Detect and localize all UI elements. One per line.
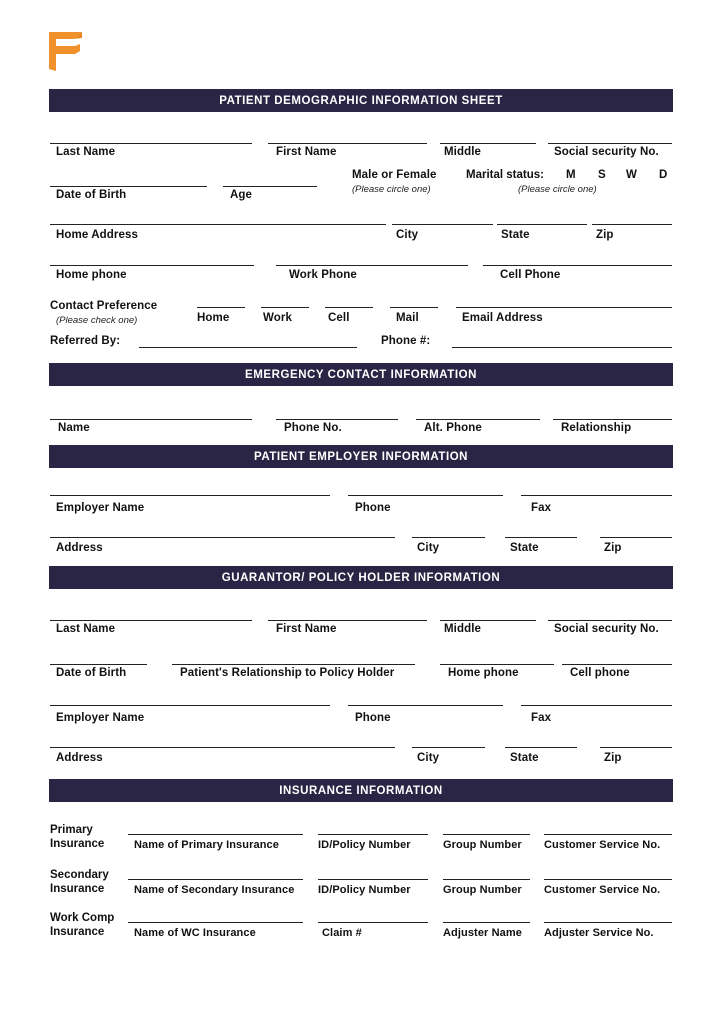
rule-emergency-alt-phone <box>416 419 540 420</box>
label-city: City <box>396 229 419 241</box>
label-employer-phone: Phone <box>355 502 391 514</box>
rule-employer-address <box>50 537 395 538</box>
section-bar-patient-demographic <box>49 89 673 112</box>
rule-primary-insurance-id <box>318 834 428 835</box>
rule-home-address <box>50 224 386 225</box>
label-work-phone: Work Phone <box>289 269 357 281</box>
rule-secondary-insurance-group <box>443 879 530 880</box>
rule-guarantor-employer-name <box>50 705 330 706</box>
rule-emergency-name <box>50 419 252 420</box>
label-guarantor-fax: Fax <box>531 712 552 724</box>
label-guarantor-phone: Phone <box>355 712 391 724</box>
rule-relationship-to-policy-holder <box>172 664 415 665</box>
section-bar-emergency-contact <box>49 363 673 386</box>
label-employer-address: Address <box>56 542 103 554</box>
label-emergency-phone-no: Phone No. <box>284 422 342 434</box>
label-guarantor-date-of-birth: Date of Birth <box>56 667 127 679</box>
label-marital-status: Marital status: <box>466 169 544 181</box>
rule-guarantor-state <box>505 747 577 748</box>
rule-guarantor-cell-phone <box>562 664 672 665</box>
orange-f-logo-icon <box>49 29 86 71</box>
rule-first-name <box>268 143 427 144</box>
rule-primary-insurance-service <box>544 834 672 835</box>
label-work-comp-insurance-name: Name of WC Insurance <box>134 927 256 939</box>
rule-employer-fax <box>521 495 672 496</box>
label-primary-insurance-id: ID/Policy Number <box>318 839 411 851</box>
rule-state <box>497 224 587 225</box>
rule-work-comp-adjuster-name <box>443 922 530 923</box>
marital-option-d[interactable]: D <box>659 169 668 181</box>
section-title-guarantor: GUARANTOR/ POLICY HOLDER INFORMATION <box>221 571 501 584</box>
section-title-patient-employer: PATIENT EMPLOYER INFORMATION <box>253 450 469 463</box>
rule-home-phone <box>50 265 254 266</box>
insurance-row-label-secondary <box>50 869 109 896</box>
rule-contact-work <box>261 307 309 308</box>
rule-guarantor-zip <box>600 747 672 748</box>
rule-secondary-insurance-service <box>544 879 672 880</box>
rule-guarantor-address <box>50 747 395 748</box>
rule-guarantor-social-security <box>548 620 672 621</box>
insurance-label-secondary-line2: Insurance <box>50 882 105 895</box>
section-bar-insurance <box>49 779 673 802</box>
rule-social-security <box>548 143 672 144</box>
label-first-name: First Name <box>276 146 337 158</box>
contact-option-work[interactable]: Work <box>263 312 292 324</box>
label-secondary-insurance-service: Customer Service No. <box>544 884 661 896</box>
label-employer-fax: Fax <box>531 502 552 514</box>
label-home-address: Home Address <box>56 229 138 241</box>
label-cell-phone: Cell Phone <box>500 269 561 281</box>
label-employer-zip: Zip <box>604 542 622 554</box>
rule-employer-name <box>50 495 330 496</box>
rule-emergency-phone-no <box>276 419 398 420</box>
label-secondary-insurance-group: Group Number <box>443 884 522 896</box>
label-work-comp-claim: Claim # <box>322 927 362 939</box>
insurance-label-primary-line2: Insurance <box>50 837 105 850</box>
note-marital-status: (Please circle one) <box>518 184 597 195</box>
label-social-security: Social security No. <box>554 146 659 158</box>
contact-option-cell[interactable]: Cell <box>328 312 350 324</box>
section-title-emergency-contact: EMERGENCY CONTACT INFORMATION <box>245 368 477 381</box>
marital-option-w[interactable]: W <box>626 169 637 181</box>
rule-contact-cell <box>325 307 373 308</box>
rule-employer-city <box>412 537 485 538</box>
label-date-of-birth: Date of Birth <box>56 189 127 201</box>
rule-middle <box>440 143 536 144</box>
label-email-address: Email Address <box>462 312 543 324</box>
label-last-name: Last Name <box>56 146 116 158</box>
rule-zip <box>592 224 672 225</box>
rule-guarantor-date-of-birth <box>50 664 147 665</box>
rule-contact-mail <box>390 307 438 308</box>
label-employer-city: City <box>417 542 440 554</box>
insurance-label-work-comp-line2: Insurance <box>50 925 105 938</box>
label-referred-by: Referred By: <box>50 335 121 347</box>
rule-employer-phone <box>348 495 503 496</box>
label-contact-preference: Contact Preference <box>50 300 158 312</box>
label-state: State <box>501 229 530 241</box>
rule-primary-insurance-name <box>128 834 303 835</box>
contact-option-home[interactable]: Home <box>197 312 230 324</box>
rule-email-address <box>456 307 672 308</box>
insurance-label-work-comp-line1: Work Comp <box>50 912 115 924</box>
rule-guarantor-first-name <box>268 620 427 621</box>
rule-guarantor-last-name <box>50 620 252 621</box>
rule-work-comp-adjuster-service <box>544 922 672 923</box>
rule-guarantor-city <box>412 747 485 748</box>
rule-secondary-insurance-name <box>128 879 303 880</box>
label-work-comp-adjuster-name: Adjuster Name <box>443 927 522 939</box>
label-guarantor-social-security: Social security No. <box>554 623 659 635</box>
insurance-row-label-primary <box>50 824 104 851</box>
section-bar-patient-employer <box>49 445 673 468</box>
rule-guarantor-middle <box>440 620 536 621</box>
rule-referred-by <box>139 347 357 348</box>
rule-primary-insurance-group <box>443 834 530 835</box>
rule-emergency-relationship <box>553 419 672 420</box>
rule-secondary-insurance-id <box>318 879 428 880</box>
label-guarantor-cell-phone: Cell phone <box>570 667 630 679</box>
rule-phone-number <box>452 347 672 348</box>
label-guarantor-home-phone: Home phone <box>448 667 519 679</box>
rule-guarantor-home-phone <box>440 664 554 665</box>
label-guarantor-address: Address <box>56 752 103 764</box>
label-primary-insurance-name: Name of Primary Insurance <box>134 839 279 851</box>
insurance-label-primary-line1: Primary <box>50 824 93 836</box>
label-secondary-insurance-name: Name of Secondary Insurance <box>134 884 295 896</box>
label-guarantor-last-name: Last Name <box>56 623 116 635</box>
label-work-comp-adjuster-service: Adjuster Service No. <box>544 927 654 939</box>
label-primary-insurance-group: Group Number <box>443 839 522 851</box>
rule-guarantor-phone <box>348 705 503 706</box>
rule-work-comp-insurance-name <box>128 922 303 923</box>
label-emergency-relationship: Relationship <box>561 422 632 434</box>
label-guarantor-city: City <box>417 752 440 764</box>
rule-work-phone <box>276 265 468 266</box>
insurance-label-secondary-line1: Secondary <box>50 869 109 881</box>
section-bar-guarantor <box>49 566 673 589</box>
note-contact-preference: (Please check one) <box>56 315 138 326</box>
note-male-or-female: (Please circle one) <box>352 184 431 195</box>
label-emergency-name: Name <box>58 422 90 434</box>
rule-work-comp-claim <box>318 922 428 923</box>
label-guarantor-state: State <box>510 752 539 764</box>
rule-last-name <box>50 143 252 144</box>
label-male-or-female: Male or Female <box>352 169 437 181</box>
label-guarantor-middle: Middle <box>444 623 482 635</box>
rule-employer-state <box>505 537 577 538</box>
label-guarantor-employer-name: Employer Name <box>56 712 145 724</box>
label-middle: Middle <box>444 146 482 158</box>
rule-date-of-birth <box>50 186 207 187</box>
contact-option-mail[interactable]: Mail <box>396 312 419 324</box>
label-emergency-alt-phone: Alt. Phone <box>424 422 482 434</box>
label-home-phone: Home phone <box>56 269 127 281</box>
label-secondary-insurance-id: ID/Policy Number <box>318 884 411 896</box>
marital-option-m[interactable]: M <box>566 169 576 181</box>
rule-employer-zip <box>600 537 672 538</box>
label-primary-insurance-service: Customer Service No. <box>544 839 661 851</box>
insurance-row-label-work-comp <box>50 912 114 939</box>
label-employer-state: State <box>510 542 539 554</box>
rule-cell-phone <box>483 265 672 266</box>
label-relationship-to-policy-holder: Patient's Relationship to Policy Holder <box>180 667 395 679</box>
label-phone-number: Phone #: <box>381 335 431 347</box>
label-guarantor-first-name: First Name <box>276 623 337 635</box>
section-title-insurance: INSURANCE INFORMATION <box>279 784 443 797</box>
marital-option-s[interactable]: S <box>598 169 606 181</box>
rule-contact-home <box>197 307 245 308</box>
label-employer-name: Employer Name <box>56 502 145 514</box>
rule-guarantor-fax <box>521 705 672 706</box>
rule-age <box>223 186 317 187</box>
label-age: Age <box>230 189 253 201</box>
label-zip: Zip <box>596 229 614 241</box>
section-title-patient-demographic: PATIENT DEMOGRAPHIC INFORMATION SHEET <box>219 94 503 107</box>
rule-city <box>392 224 493 225</box>
label-guarantor-zip: Zip <box>604 752 622 764</box>
